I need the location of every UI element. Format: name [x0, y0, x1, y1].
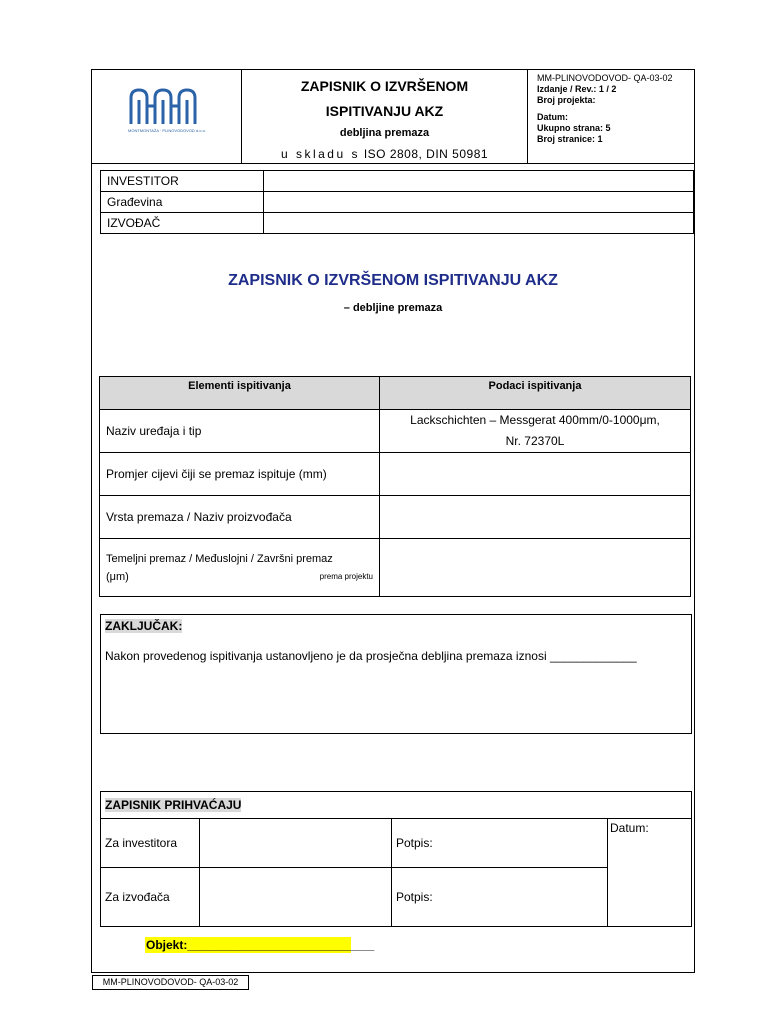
- footer-doc-code: MM-PLINOVODOVOD- QA-03-02: [92, 975, 249, 990]
- investitor-label: INVESTITOR: [101, 171, 264, 192]
- meta-date: Datum:: [537, 112, 568, 122]
- row-label-device: Naziv uređaja i tip: [100, 410, 380, 453]
- page-number: Broj stranice: 1: [537, 134, 603, 144]
- acceptance-date-label: Datum:: [610, 821, 649, 835]
- layers-label-line1: Temeljni premaz / Međuslojni / Završni premaz: [106, 552, 333, 565]
- device-value-line2: Nr. 72370L: [505, 434, 565, 448]
- acceptance-table: [100, 791, 692, 927]
- acceptance-date-field[interactable]: [608, 819, 692, 927]
- logo-cell: [91, 69, 242, 164]
- col-header-data: Podaci ispitivanja: [380, 377, 691, 410]
- table-row: [101, 792, 692, 819]
- parties-table: [100, 170, 694, 234]
- header-title-cell: [241, 69, 528, 164]
- doc-title: [242, 74, 527, 124]
- conclusion-box: [100, 614, 692, 734]
- row-value-diameter[interactable]: [380, 453, 691, 496]
- row-value-layers[interactable]: [380, 539, 691, 597]
- gradevina-field[interactable]: [264, 192, 694, 213]
- table-header-row: [100, 377, 691, 410]
- table-row: [100, 496, 691, 539]
- table-row: [100, 539, 691, 597]
- project-number: Broj projekta:: [537, 95, 596, 105]
- doc-title-line2: ISPITIVANJU AKZ: [325, 103, 444, 119]
- object-field[interactable]: Objekt:____________________________: [146, 938, 375, 952]
- doc-code: MM-PLINOVODOVOD- QA-03-02: [537, 73, 673, 83]
- gradevina-label: Građevina: [101, 192, 264, 213]
- investor-name-field[interactable]: [200, 819, 392, 868]
- device-value-line1: Lackschichten – Messgerat 400mm/0-1000μm,: [410, 413, 660, 427]
- doc-title-line1: ZAPISNIK O IZVRŠENOM: [300, 78, 469, 94]
- table-row: [100, 453, 691, 496]
- doc-subtitle: debljina premaza: [339, 127, 430, 139]
- contractor-role-label: Za izvođača: [101, 868, 200, 927]
- doc-standard-value: ISO 2808, DIN 50981: [363, 147, 489, 161]
- doc-standard: [242, 147, 527, 161]
- layers-label-unit: (μm): [106, 570, 129, 583]
- acceptance-label: ZAPISNIK PRIHVAĆAJU: [105, 798, 242, 812]
- logo-caption: MONTMONTAŽA · PLINOVODOVOD d.o.o.: [128, 128, 206, 133]
- table-row: [101, 868, 692, 927]
- izvodac-field[interactable]: [264, 213, 694, 234]
- col-header-elements: Elementi ispitivanja: [100, 377, 380, 410]
- contractor-signature-label[interactable]: Potpis:: [392, 868, 608, 927]
- main-subtitle: – debljine premaza: [343, 302, 443, 314]
- total-pages: Ukupno strana: 5: [537, 123, 611, 133]
- conclusion-label: ZAKLJUČAK:: [105, 619, 183, 633]
- row-value-device[interactable]: [380, 410, 691, 453]
- acceptance-header: [101, 792, 692, 819]
- row-label-diameter: Promjer cijevi čiji se premaz ispituje (mm): [100, 453, 380, 496]
- investor-signature-label[interactable]: Potpis:: [392, 819, 608, 868]
- main-title: ZAPISNIK O IZVRŠENOM ISPITIVANJU AKZ: [228, 272, 558, 289]
- investor-role-label: Za investitora: [101, 819, 200, 868]
- conclusion-text[interactable]: Nakon provedenog ispitivanja ustanovljeno je da prosječna debljina premaza iznosi _____________: [105, 649, 637, 663]
- investitor-field[interactable]: [264, 171, 694, 192]
- table-row: [100, 410, 691, 453]
- header-meta-cell: [527, 69, 695, 164]
- row-label-layers: [100, 539, 380, 597]
- elements-table: [99, 376, 691, 597]
- table-row: [101, 192, 694, 213]
- revision: Izdanje / Rev.: 1 / 2: [537, 84, 617, 94]
- contractor-name-field[interactable]: [200, 868, 392, 927]
- doc-standard-prefix: u skladu s: [280, 147, 360, 161]
- table-row: [101, 171, 694, 192]
- row-label-coating-type: Vrsta premaza / Naziv proizvođača: [100, 496, 380, 539]
- layers-label-note: prema projektu: [319, 571, 373, 581]
- row-value-coating-type[interactable]: [380, 496, 691, 539]
- table-row: [101, 213, 694, 234]
- izvodac-label: IZVOĐAČ: [101, 213, 264, 234]
- table-row: [101, 819, 692, 868]
